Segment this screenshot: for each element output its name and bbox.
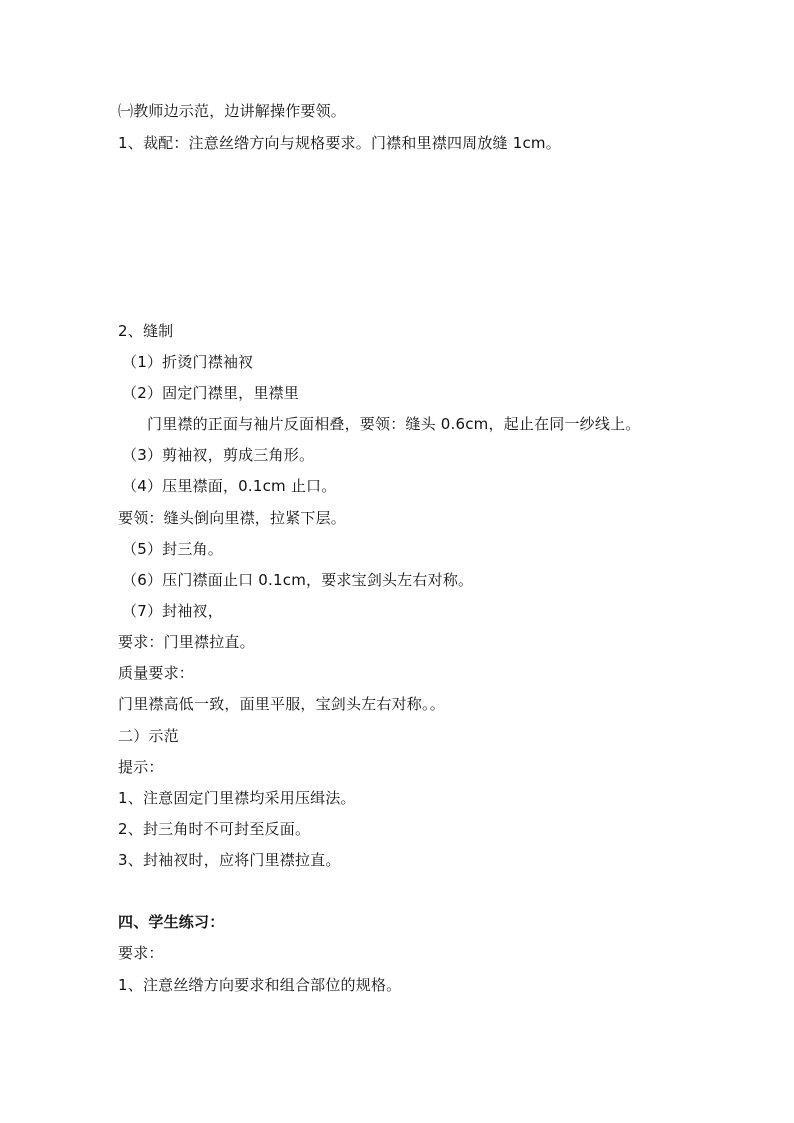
section-heading-teacher-demo: ㈠教师边示范，边讲解操作要领。 (118, 102, 347, 120)
substep-2-detail: 门里襟的正面与袖片反面相叠，要领：缝头 0.6cm，起止在同一纱线上。 (147, 415, 641, 433)
substep-6: （6）压门襟面止口 0.1cm，要求宝剑头左右对称。 (122, 571, 474, 589)
tips-heading: 提示： (118, 758, 164, 776)
practice-requirements-heading: 要求： (118, 944, 164, 962)
section-student-practice: 四、学生练习： (118, 913, 225, 931)
tip-1: 1、注意固定门里襟均采用压缉法。 (118, 789, 356, 807)
requirement-straighten: 要求：门里襟拉直。 (118, 633, 255, 651)
step-sewing: 2、缝制 (118, 322, 174, 340)
substep-4: （4）压里襟面，0.1cm 止口。 (122, 477, 337, 495)
step-cutting: 1、裁配：注意丝绺方向与规格要求。门襟和里襟四周放缝 1cm。 (118, 134, 561, 152)
quality-text: 门里襟高低一致，面里平服，宝剑头左右对称。。 (118, 695, 445, 713)
substep-4-tip: 要领：缝头倒向里襟，拉紧下层。 (118, 509, 347, 527)
practice-requirement-1: 1、注意丝绺方向要求和组合部位的规格。 (118, 976, 402, 994)
substep-7: （7）封袖衩， (122, 602, 223, 620)
tip-3: 3、封袖衩时，应将门里襟拉直。 (118, 851, 341, 869)
substep-5: （5）封三角。 (122, 540, 223, 558)
section-demo: 二）示范 (118, 727, 179, 745)
substep-1: （1）折烫门襟袖衩 (122, 353, 254, 371)
substep-3: （3）剪袖衩，剪成三角形。 (122, 446, 315, 464)
substep-2: （2）固定门襟里，里襟里 (122, 384, 299, 402)
tip-2: 2、封三角时不可封至反面。 (118, 820, 311, 838)
quality-heading: 质量要求： (118, 664, 195, 682)
